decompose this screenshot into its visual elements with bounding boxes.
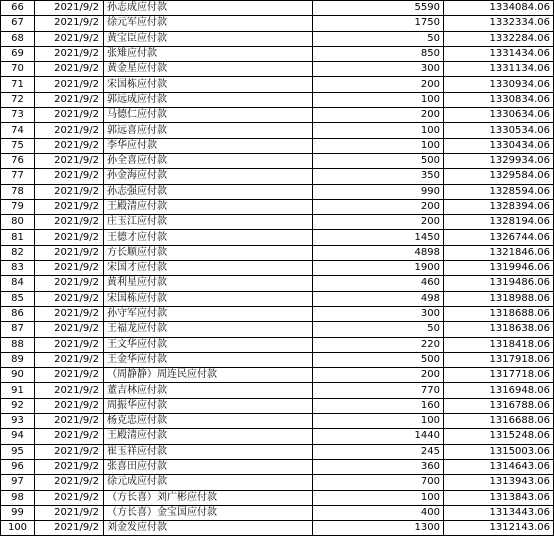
- description-cell[interactable]: 王福龙应付款: [104, 322, 313, 337]
- date-cell[interactable]: 2021/9/2: [35, 337, 104, 352]
- description-cell[interactable]: 孙守军应付款: [104, 306, 313, 321]
- table-row: [1, 306, 554, 321]
- row-number-cell[interactable]: 69: [1, 46, 35, 61]
- description-cell[interactable]: 徐元成应付款: [104, 475, 313, 490]
- balance-cell[interactable]: 1330534.06: [444, 123, 554, 138]
- amount-cell[interactable]: 400: [313, 505, 444, 520]
- amount-cell[interactable]: 1750: [313, 16, 444, 31]
- row-number-cell[interactable]: 72: [1, 92, 35, 107]
- table-row: [1, 16, 554, 31]
- date-cell[interactable]: 2021/9/2: [35, 108, 104, 123]
- balance-cell[interactable]: 1334084.06: [444, 1, 554, 16]
- amount-cell[interactable]: 100: [313, 414, 444, 429]
- amount-cell[interactable]: 100: [313, 138, 444, 153]
- row-number-cell[interactable]: 99: [1, 505, 35, 520]
- amount-cell[interactable]: 1300: [313, 521, 444, 536]
- table-row: [1, 153, 554, 168]
- table-row: [1, 521, 554, 536]
- amount-cell[interactable]: 50: [313, 31, 444, 46]
- date-cell[interactable]: 2021/9/2: [35, 261, 104, 276]
- description-cell[interactable]: 董吉林应付款: [104, 383, 313, 398]
- description-cell[interactable]: 孙金海应付款: [104, 169, 313, 184]
- table-row: [1, 62, 554, 77]
- row-number-cell[interactable]: 92: [1, 398, 35, 413]
- row-number-cell[interactable]: 95: [1, 444, 35, 459]
- description-cell[interactable]: 黄金星应付款: [104, 62, 313, 77]
- amount-cell[interactable]: 200: [313, 368, 444, 383]
- date-cell[interactable]: 2021/9/2: [35, 414, 104, 429]
- row-number-cell[interactable]: 88: [1, 337, 35, 352]
- date-cell[interactable]: 2021/9/2: [35, 505, 104, 520]
- description-cell[interactable]: 宋国栋应付款: [104, 77, 313, 92]
- balance-cell[interactable]: 1329934.06: [444, 153, 554, 168]
- description-cell[interactable]: 刘金发应付款: [104, 521, 313, 536]
- description-cell[interactable]: 郭远成应付款: [104, 92, 313, 107]
- description-cell[interactable]: 孙全喜应付款: [104, 153, 313, 168]
- date-cell[interactable]: 2021/9/2: [35, 475, 104, 490]
- description-cell[interactable]: 郭远喜应付款: [104, 123, 313, 138]
- amount-cell[interactable]: 200: [313, 108, 444, 123]
- row-number-cell[interactable]: 82: [1, 245, 35, 260]
- row-number-cell[interactable]: 87: [1, 322, 35, 337]
- description-cell[interactable]: （周静静）周连民应付款: [104, 368, 313, 383]
- amount-cell[interactable]: 200: [313, 77, 444, 92]
- balance-cell[interactable]: 1330834.06: [444, 92, 554, 107]
- date-cell[interactable]: 2021/9/2: [35, 169, 104, 184]
- date-cell[interactable]: 2021/9/2: [35, 16, 104, 31]
- date-cell[interactable]: 2021/9/2: [35, 352, 104, 367]
- amount-cell[interactable]: 460: [313, 276, 444, 291]
- balance-cell[interactable]: 1328394.06: [444, 199, 554, 214]
- balance-cell[interactable]: 1317718.06: [444, 368, 554, 383]
- table-row: [1, 261, 554, 276]
- amount-cell[interactable]: 350: [313, 169, 444, 184]
- date-cell[interactable]: 2021/9/2: [35, 490, 104, 505]
- table-row: [1, 505, 554, 520]
- date-cell[interactable]: 2021/9/2: [35, 368, 104, 383]
- table-row: [1, 490, 554, 505]
- row-number-cell[interactable]: 80: [1, 215, 35, 230]
- table-row: [1, 1, 554, 16]
- description-cell[interactable]: （方长喜）刘广彬应付款: [104, 490, 313, 505]
- balance-cell[interactable]: 1329584.06: [444, 169, 554, 184]
- amount-cell[interactable]: 1900: [313, 261, 444, 276]
- date-cell[interactable]: 2021/9/2: [35, 138, 104, 153]
- row-number-cell[interactable]: 83: [1, 261, 35, 276]
- row-number-cell[interactable]: 81: [1, 230, 35, 245]
- balance-cell[interactable]: 1316948.06: [444, 383, 554, 398]
- amount-cell[interactable]: 990: [313, 184, 444, 199]
- date-cell[interactable]: 2021/9/2: [35, 77, 104, 92]
- date-cell[interactable]: 2021/9/2: [35, 92, 104, 107]
- row-number-cell[interactable]: 93: [1, 414, 35, 429]
- amount-cell[interactable]: 360: [313, 459, 444, 474]
- balance-cell[interactable]: 1318688.06: [444, 306, 554, 321]
- date-cell[interactable]: 2021/9/2: [35, 245, 104, 260]
- amount-cell[interactable]: 498: [313, 291, 444, 306]
- amount-cell[interactable]: 160: [313, 398, 444, 413]
- table-row: [1, 46, 554, 61]
- amount-cell[interactable]: 100: [313, 123, 444, 138]
- table-row: [1, 322, 554, 337]
- row-number-cell[interactable]: 97: [1, 475, 35, 490]
- balance-cell[interactable]: 1332284.06: [444, 31, 554, 46]
- row-number-cell[interactable]: 91: [1, 383, 35, 398]
- balance-cell[interactable]: 1313443.06: [444, 505, 554, 520]
- table-row: [1, 368, 554, 383]
- table-row: [1, 184, 554, 199]
- amount-cell[interactable]: 200: [313, 199, 444, 214]
- description-cell[interactable]: 宋国才应付款: [104, 261, 313, 276]
- table-row: [1, 459, 554, 474]
- table-row: [1, 92, 554, 107]
- description-cell[interactable]: 李华应付款: [104, 138, 313, 153]
- table-row: [1, 398, 554, 413]
- balance-cell[interactable]: 1330934.06: [444, 77, 554, 92]
- date-cell[interactable]: 2021/9/2: [35, 199, 104, 214]
- date-cell[interactable]: 2021/9/2: [35, 230, 104, 245]
- date-cell[interactable]: 2021/9/2: [35, 123, 104, 138]
- row-number-cell[interactable]: 96: [1, 459, 35, 474]
- date-cell[interactable]: 2021/9/2: [35, 521, 104, 536]
- balance-cell[interactable]: 1328194.06: [444, 215, 554, 230]
- balance-cell[interactable]: 1318988.06: [444, 291, 554, 306]
- row-number-cell[interactable]: 90: [1, 368, 35, 383]
- balance-cell[interactable]: 1313943.06: [444, 475, 554, 490]
- row-number-cell[interactable]: 85: [1, 291, 35, 306]
- date-cell[interactable]: 2021/9/2: [35, 276, 104, 291]
- balance-cell[interactable]: 1330634.06: [444, 108, 554, 123]
- balance-cell[interactable]: 1317918.06: [444, 352, 554, 367]
- date-cell[interactable]: 2021/9/2: [35, 215, 104, 230]
- amount-cell[interactable]: 300: [313, 306, 444, 321]
- row-number-cell[interactable]: 67: [1, 16, 35, 31]
- balance-cell[interactable]: 1318638.06: [444, 322, 554, 337]
- date-cell[interactable]: 2021/9/2: [35, 1, 104, 16]
- description-cell[interactable]: 王德才应付款: [104, 230, 313, 245]
- table-row: [1, 337, 554, 352]
- date-cell[interactable]: 2021/9/2: [35, 31, 104, 46]
- table-row: [1, 199, 554, 214]
- table-row: [1, 169, 554, 184]
- amount-cell[interactable]: 5590: [313, 1, 444, 16]
- table-row: [1, 352, 554, 367]
- row-number-cell[interactable]: 74: [1, 123, 35, 138]
- amount-cell[interactable]: 770: [313, 383, 444, 398]
- description-cell[interactable]: 宋国栋应付款: [104, 291, 313, 306]
- balance-cell[interactable]: 1321846.06: [444, 245, 554, 260]
- table-row: [1, 383, 554, 398]
- date-cell[interactable]: 2021/9/2: [35, 184, 104, 199]
- description-cell[interactable]: 方长顺应付款: [104, 245, 313, 260]
- table-row: [1, 123, 554, 138]
- table-row: [1, 138, 554, 153]
- date-cell[interactable]: 2021/9/2: [35, 459, 104, 474]
- date-cell[interactable]: 2021/9/2: [35, 306, 104, 321]
- amount-cell[interactable]: 220: [313, 337, 444, 352]
- balance-cell[interactable]: 1326744.06: [444, 230, 554, 245]
- description-cell[interactable]: 黄宝臣应付款: [104, 31, 313, 46]
- row-number-cell[interactable]: 100: [1, 521, 35, 536]
- description-cell[interactable]: 王文华应付款: [104, 337, 313, 352]
- balance-cell[interactable]: 1319486.06: [444, 276, 554, 291]
- balance-cell[interactable]: 1332334.06: [444, 16, 554, 31]
- description-cell[interactable]: 王殿清应付款: [104, 429, 313, 444]
- row-number-cell[interactable]: 76: [1, 153, 35, 168]
- amount-cell[interactable]: 300: [313, 62, 444, 77]
- row-number-cell[interactable]: 89: [1, 352, 35, 367]
- table-row: [1, 276, 554, 291]
- balance-cell[interactable]: 1316788.06: [444, 398, 554, 413]
- balance-cell[interactable]: 1319946.06: [444, 261, 554, 276]
- balance-cell[interactable]: 1314643.06: [444, 459, 554, 474]
- description-cell[interactable]: 孙志成应付款: [104, 1, 313, 16]
- balance-cell[interactable]: 1331134.06: [444, 62, 554, 77]
- table-row: [1, 230, 554, 245]
- amount-cell[interactable]: 500: [313, 352, 444, 367]
- balance-cell[interactable]: 1312143.06: [444, 521, 554, 536]
- table-row: [1, 291, 554, 306]
- amount-cell[interactable]: 500: [313, 153, 444, 168]
- row-number-cell[interactable]: 73: [1, 108, 35, 123]
- description-cell[interactable]: 马德仁应付款: [104, 108, 313, 123]
- balance-cell[interactable]: 1331434.06: [444, 46, 554, 61]
- row-number-cell[interactable]: 75: [1, 138, 35, 153]
- table-row: [1, 108, 554, 123]
- description-cell[interactable]: （方长喜）金宝国应付款: [104, 505, 313, 520]
- description-cell[interactable]: 庄玉江应付款: [104, 215, 313, 230]
- row-number-cell[interactable]: 71: [1, 77, 35, 92]
- row-number-cell[interactable]: 66: [1, 1, 35, 16]
- description-cell[interactable]: 周振华应付款: [104, 398, 313, 413]
- row-number-cell[interactable]: 79: [1, 199, 35, 214]
- row-number-cell[interactable]: 84: [1, 276, 35, 291]
- description-cell[interactable]: 王金华应付款: [104, 352, 313, 367]
- date-cell[interactable]: 2021/9/2: [35, 429, 104, 444]
- balance-cell[interactable]: 1330434.06: [444, 138, 554, 153]
- balance-cell[interactable]: 1315003.06: [444, 444, 554, 459]
- date-cell[interactable]: 2021/9/2: [35, 153, 104, 168]
- date-cell[interactable]: 2021/9/2: [35, 444, 104, 459]
- table-row: [1, 429, 554, 444]
- amount-cell[interactable]: 850: [313, 46, 444, 61]
- table-row: [1, 475, 554, 490]
- balance-cell[interactable]: 1318418.06: [444, 337, 554, 352]
- row-number-cell[interactable]: 78: [1, 184, 35, 199]
- date-cell[interactable]: 2021/9/2: [35, 46, 104, 61]
- row-number-cell[interactable]: 98: [1, 490, 35, 505]
- balance-cell[interactable]: 1315248.06: [444, 429, 554, 444]
- balance-cell[interactable]: 1313843.06: [444, 490, 554, 505]
- description-cell[interactable]: 孙志强应付款: [104, 184, 313, 199]
- date-cell[interactable]: 2021/9/2: [35, 291, 104, 306]
- amount-cell[interactable]: 100: [313, 490, 444, 505]
- amount-cell[interactable]: 100: [313, 92, 444, 107]
- amount-cell[interactable]: 245: [313, 444, 444, 459]
- date-cell[interactable]: 2021/9/2: [35, 398, 104, 413]
- balance-cell[interactable]: 1316688.06: [444, 414, 554, 429]
- row-number-cell[interactable]: 70: [1, 62, 35, 77]
- description-cell[interactable]: 张喜田应付款: [104, 459, 313, 474]
- row-number-cell[interactable]: 77: [1, 169, 35, 184]
- ledger-body: [1, 1, 554, 536]
- table-row: [1, 245, 554, 260]
- table-row: [1, 215, 554, 230]
- description-cell[interactable]: 张雉应付款: [104, 46, 313, 61]
- table-row: [1, 77, 554, 92]
- description-cell[interactable]: 徐元军应付款: [104, 16, 313, 31]
- amount-cell[interactable]: 50: [313, 322, 444, 337]
- date-cell[interactable]: 2021/9/2: [35, 383, 104, 398]
- date-cell[interactable]: 2021/9/2: [35, 322, 104, 337]
- table-row: [1, 31, 554, 46]
- description-cell[interactable]: 王殿清应付款: [104, 199, 313, 214]
- row-number-cell[interactable]: 68: [1, 31, 35, 46]
- amount-cell[interactable]: 1440: [313, 429, 444, 444]
- balance-cell[interactable]: 1328594.06: [444, 184, 554, 199]
- description-cell[interactable]: 崔玉祥应付款: [104, 444, 313, 459]
- amount-cell[interactable]: 4898: [313, 245, 444, 260]
- description-cell[interactable]: 黄利星应付款: [104, 276, 313, 291]
- date-cell[interactable]: 2021/9/2: [35, 62, 104, 77]
- table-row: [1, 414, 554, 429]
- amount-cell[interactable]: 1450: [313, 230, 444, 245]
- amount-cell[interactable]: 200: [313, 215, 444, 230]
- amount-cell[interactable]: 700: [313, 475, 444, 490]
- table-row: [1, 444, 554, 459]
- row-number-cell[interactable]: 86: [1, 306, 35, 321]
- row-number-cell[interactable]: 94: [1, 429, 35, 444]
- description-cell[interactable]: 杨克忠应付款: [104, 414, 313, 429]
